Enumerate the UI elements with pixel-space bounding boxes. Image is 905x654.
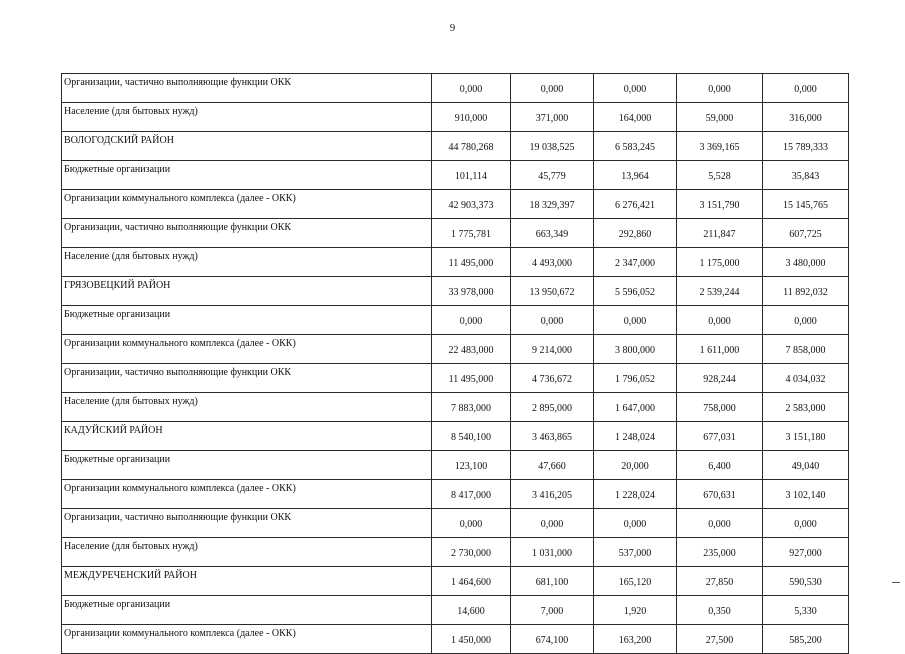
row-value: 42 903,373: [432, 190, 511, 219]
row-value: 0,000: [763, 306, 849, 335]
row-value: 20,000: [594, 451, 677, 480]
row-name: Население (для бытовых нужд): [62, 248, 432, 277]
row-value: 4 736,672: [511, 364, 594, 393]
row-value: 537,000: [594, 538, 677, 567]
row-value: 0,000: [763, 74, 849, 103]
row-value: 7 858,000: [763, 335, 849, 364]
table-row: [62, 335, 849, 364]
row-value: 0,000: [677, 509, 763, 538]
table-row: [62, 277, 849, 306]
row-value: 316,000: [763, 103, 849, 132]
row-name: Население (для бытовых нужд): [62, 103, 432, 132]
row-value: 1 248,024: [594, 422, 677, 451]
row-value: 47,660: [511, 451, 594, 480]
row-value: 6,400: [677, 451, 763, 480]
table-row: [62, 161, 849, 190]
table-row: [62, 132, 849, 161]
row-value: 677,031: [677, 422, 763, 451]
table-row: [62, 364, 849, 393]
row-value: 5,528: [677, 161, 763, 190]
row-value: 2 583,000: [763, 393, 849, 422]
row-value: 2 539,244: [677, 277, 763, 306]
row-value: 927,000: [763, 538, 849, 567]
row-value: 0,000: [511, 306, 594, 335]
row-name: ВОЛОГОДСКИЙ РАЙОН: [62, 132, 432, 161]
row-value: 4 034,032: [763, 364, 849, 393]
row-value: 7 883,000: [432, 393, 511, 422]
scan-edge-mark: [892, 582, 900, 583]
row-value: 3 800,000: [594, 335, 677, 364]
table-row: [62, 451, 849, 480]
row-name: МЕЖДУРЕЧЕНСКИЙ РАЙОН: [62, 567, 432, 596]
row-value: 1 647,000: [594, 393, 677, 422]
row-name: Организации, частично выполняющие функции ОКК: [62, 219, 432, 248]
row-value: 14,600: [432, 596, 511, 625]
row-value: 11 892,032: [763, 277, 849, 306]
row-value: 4 493,000: [511, 248, 594, 277]
row-value: 33 978,000: [432, 277, 511, 306]
row-value: 0,000: [511, 509, 594, 538]
table-row: [62, 306, 849, 335]
row-value: 3 463,865: [511, 422, 594, 451]
row-name: Организации, частично выполняющие функции ОКК: [62, 364, 432, 393]
row-value: 371,000: [511, 103, 594, 132]
row-value: 35,843: [763, 161, 849, 190]
page-number: 9: [449, 22, 456, 34]
row-value: 163,200: [594, 625, 677, 654]
row-value: 0,000: [594, 74, 677, 103]
row-name: Бюджетные организации: [62, 161, 432, 190]
row-name: Население (для бытовых нужд): [62, 538, 432, 567]
row-name: Организации, частично выполняющие функции ОКК: [62, 74, 432, 103]
table-row: [62, 248, 849, 277]
row-value: 0,000: [432, 306, 511, 335]
row-value: 590,530: [763, 567, 849, 596]
row-value: 1 175,000: [677, 248, 763, 277]
row-value: 0,000: [594, 306, 677, 335]
table-row: [62, 567, 849, 596]
row-value: 0,000: [432, 74, 511, 103]
row-value: 8 417,000: [432, 480, 511, 509]
row-name: ГРЯЗОВЕЦКИЙ РАЙОН: [62, 277, 432, 306]
row-value: 1 228,024: [594, 480, 677, 509]
row-value: 101,114: [432, 161, 511, 190]
row-value: 928,244: [677, 364, 763, 393]
row-value: 5 596,052: [594, 277, 677, 306]
row-value: 49,040: [763, 451, 849, 480]
row-value: 674,100: [511, 625, 594, 654]
row-value: 663,349: [511, 219, 594, 248]
row-value: 1,920: [594, 596, 677, 625]
row-value: 11 495,000: [432, 364, 511, 393]
table-row: [62, 625, 849, 654]
row-value: 2 895,000: [511, 393, 594, 422]
row-name: Организации коммунального комплекса (далее - ОКК): [62, 190, 432, 219]
row-value: 1 031,000: [511, 538, 594, 567]
table-row: [62, 509, 849, 538]
row-value: 59,000: [677, 103, 763, 132]
table-row: [62, 190, 849, 219]
row-value: 1 450,000: [432, 625, 511, 654]
row-value: 44 780,268: [432, 132, 511, 161]
table-row: [62, 393, 849, 422]
row-value: 1 796,052: [594, 364, 677, 393]
row-value: 670,631: [677, 480, 763, 509]
row-name: Организации коммунального комплекса (далее - ОКК): [62, 480, 432, 509]
table-row: [62, 422, 849, 451]
row-value: 45,779: [511, 161, 594, 190]
row-name: Бюджетные организации: [62, 451, 432, 480]
row-value: 3 102,140: [763, 480, 849, 509]
row-value: 5,330: [763, 596, 849, 625]
row-value: 27,850: [677, 567, 763, 596]
row-value: 292,860: [594, 219, 677, 248]
row-value: 607,725: [763, 219, 849, 248]
row-value: 27,500: [677, 625, 763, 654]
row-name: Бюджетные организации: [62, 306, 432, 335]
row-name: Организации коммунального комплекса (далее - ОКК): [62, 335, 432, 364]
row-value: 681,100: [511, 567, 594, 596]
row-value: 11 495,000: [432, 248, 511, 277]
row-name: КАДУЙСКИЙ РАЙОН: [62, 422, 432, 451]
row-value: 1 611,000: [677, 335, 763, 364]
row-value: 0,000: [511, 74, 594, 103]
row-value: 6 276,421: [594, 190, 677, 219]
row-value: 0,000: [594, 509, 677, 538]
row-value: 164,000: [594, 103, 677, 132]
row-value: 9 214,000: [511, 335, 594, 364]
row-value: 15 145,765: [763, 190, 849, 219]
table-row: [62, 480, 849, 509]
row-value: 235,000: [677, 538, 763, 567]
row-value: 8 540,100: [432, 422, 511, 451]
row-value: 3 416,205: [511, 480, 594, 509]
row-value: 0,000: [677, 306, 763, 335]
row-name: Бюджетные организации: [62, 596, 432, 625]
row-value: 3 369,165: [677, 132, 763, 161]
row-name: Организации, частично выполняющие функции ОКК: [62, 509, 432, 538]
row-value: 123,100: [432, 451, 511, 480]
row-value: 0,000: [677, 74, 763, 103]
table-body: [62, 74, 849, 654]
row-value: 0,000: [763, 509, 849, 538]
row-value: 3 151,180: [763, 422, 849, 451]
row-value: 7,000: [511, 596, 594, 625]
row-value: 2 347,000: [594, 248, 677, 277]
row-value: 22 483,000: [432, 335, 511, 364]
row-value: 1 775,781: [432, 219, 511, 248]
row-value: 758,000: [677, 393, 763, 422]
row-value: 211,847: [677, 219, 763, 248]
row-value: 1 464,600: [432, 567, 511, 596]
row-value: 19 038,525: [511, 132, 594, 161]
row-name: Население (для бытовых нужд): [62, 393, 432, 422]
row-name: Организации коммунального комплекса (далее - ОКК): [62, 625, 432, 654]
row-value: 13 950,672: [511, 277, 594, 306]
row-value: 18 329,397: [511, 190, 594, 219]
table-row: [62, 219, 849, 248]
row-value: 585,200: [763, 625, 849, 654]
table-row: [62, 74, 849, 103]
row-value: 165,120: [594, 567, 677, 596]
row-value: 13,964: [594, 161, 677, 190]
row-value: 15 789,333: [763, 132, 849, 161]
row-value: 2 730,000: [432, 538, 511, 567]
row-value: 910,000: [432, 103, 511, 132]
row-value: 6 583,245: [594, 132, 677, 161]
row-value: 3 480,000: [763, 248, 849, 277]
row-value: 3 151,790: [677, 190, 763, 219]
row-value: 0,000: [432, 509, 511, 538]
data-table: [61, 73, 849, 654]
row-value: 0,350: [677, 596, 763, 625]
table-row: [62, 596, 849, 625]
table-row: [62, 538, 849, 567]
table-row: [62, 103, 849, 132]
